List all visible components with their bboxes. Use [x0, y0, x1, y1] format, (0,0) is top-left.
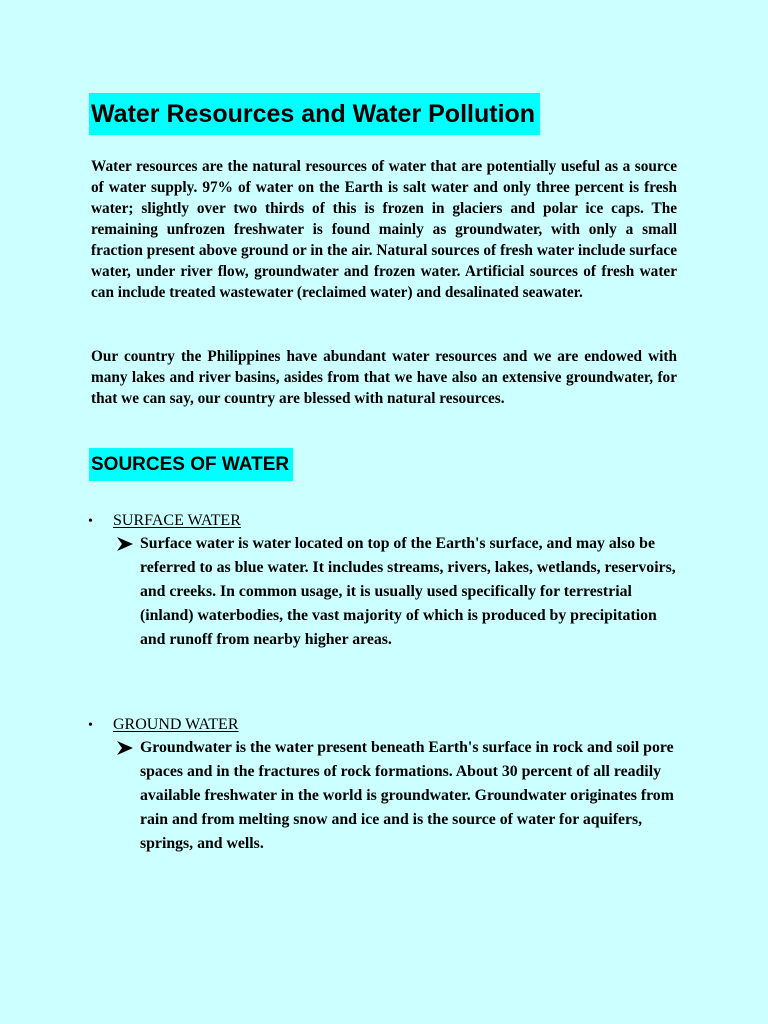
bullet-dot-icon: •: [88, 514, 93, 529]
intro-paragraph: Water resources are the natural resources of water that are potentially useful as a source of water supply. 97% of water on the Earth is salt water and only three percent is fresh water; slightly over two thirds of this is frozen in glaciers and polar ice caps. The remaining unfrozen freshwater is found mainly as groundwater, with only a small fraction present above ground or in the air. Natural sources of fresh water include surface water, under river flow, groundwater and frozen water. Artificial sources of fresh water can include treated wastewater (reclaimed water) and desalinated seawater.: [91, 158, 677, 301]
surface-water-description: Surface water is water located on top of the Earth's surface, and may also be referred to as blue water. It includes streams, rivers, lakes, wetlands, reservoirs, and creeks. In common usage, it is usually used specifically for terrestrial (inland) waterbodies, the vast majority of which is produced by precipitation and runoff from nearby higher areas.: [140, 535, 676, 648]
sources-heading: SOURCES OF WATER: [89, 448, 293, 481]
ground-water-label: GROUND WATER: [113, 716, 239, 733]
ground-water-bullet: [88, 714, 238, 736]
document-title: Water Resources and Water Pollution: [89, 93, 540, 135]
ground-water-description-item: [116, 736, 676, 856]
philippines-paragraph: Our country the Philippines have abundant water resources and we are endowed with many lakes and river basins, asides from that we have also an extensive groundwater, for that we can say, our country are blessed with natural resources.: [91, 348, 677, 407]
arrowhead-bullet-icon: [116, 536, 134, 552]
arrowhead-bullet-icon: [116, 740, 134, 756]
surface-water-description-item: [116, 532, 676, 652]
surface-water-bullet: [88, 510, 241, 532]
ground-water-description: Groundwater is the water present beneath Earth's surface in rock and soil pore spaces and in the fractures of rock formations. About 30 percent of all readily available freshwater in the world is groundwater. Groundwater originates from rain and from melting snow and ice and is the source of water for aquifers, springs, and wells.: [140, 739, 674, 852]
surface-water-label: SURFACE WATER: [113, 512, 241, 529]
bullet-dot-icon: •: [88, 718, 93, 733]
